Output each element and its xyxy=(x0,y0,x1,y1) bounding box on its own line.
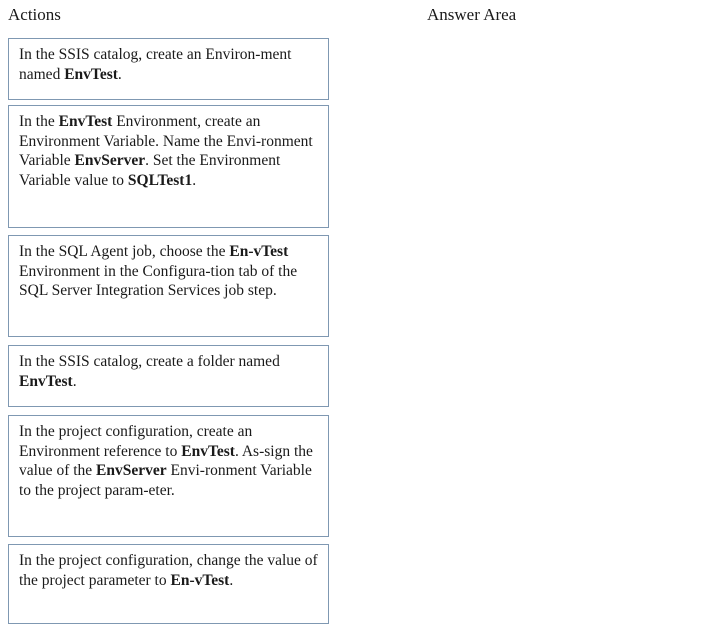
action-text-bold: En-vTest xyxy=(170,571,230,589)
action-text: In the SQL Agent job, choose the xyxy=(19,243,230,260)
action-text: . As-sign the value of the xyxy=(19,442,313,480)
action-text: In the SSIS catalog, create a folder named xyxy=(19,353,280,370)
action-text: . xyxy=(72,372,77,390)
action-text: . xyxy=(117,65,122,83)
action-text: . xyxy=(192,171,197,189)
action-text: . Set the Environment Variable value to xyxy=(19,152,281,189)
action-text-bold: EnvTest xyxy=(181,442,235,460)
action-text: Envi-ronment Variable to the project param-eter. xyxy=(19,462,312,499)
action-text-bold: EnvTest xyxy=(58,113,113,130)
action-card-change-project-parameter[interactable] xyxy=(8,544,329,624)
action-text: Environment in the Configura-tion tab of the SQL Server Integration Services job step. xyxy=(19,262,298,300)
action-text: Environment, create an Environment Variable. Name the Envi-ronment Variable xyxy=(19,113,313,170)
action-card-choose-environment-in-agent-job[interactable] xyxy=(8,235,329,337)
action-text-bold: EnvTest xyxy=(64,65,118,83)
action-card-create-folder[interactable] xyxy=(8,345,329,407)
answer-area-heading: Answer Area xyxy=(427,5,517,24)
action-text: In the project configuration, create an Environment reference to xyxy=(19,423,253,460)
action-text-bold: En-vTest xyxy=(229,243,289,260)
action-text: In the xyxy=(19,113,59,130)
action-card-create-environment-reference[interactable] xyxy=(8,415,329,537)
action-text: In the project configuration, change the value of the project parameter to xyxy=(19,552,318,589)
action-text-bold: EnvServer xyxy=(96,462,167,480)
action-text-bold: EnvTest xyxy=(19,372,73,390)
actions-heading: Actions xyxy=(8,5,61,24)
action-text: In the SSIS catalog, create an Environ-ment named xyxy=(19,46,292,83)
action-text: . xyxy=(229,571,234,589)
action-card-create-environment[interactable] xyxy=(8,38,329,100)
action-card-create-environment-variable[interactable] xyxy=(8,105,329,228)
action-text-bold: SQLTest1 xyxy=(127,171,193,189)
answer-area-dropzone[interactable] xyxy=(420,38,705,624)
action-text-bold: EnvServer xyxy=(74,152,146,170)
